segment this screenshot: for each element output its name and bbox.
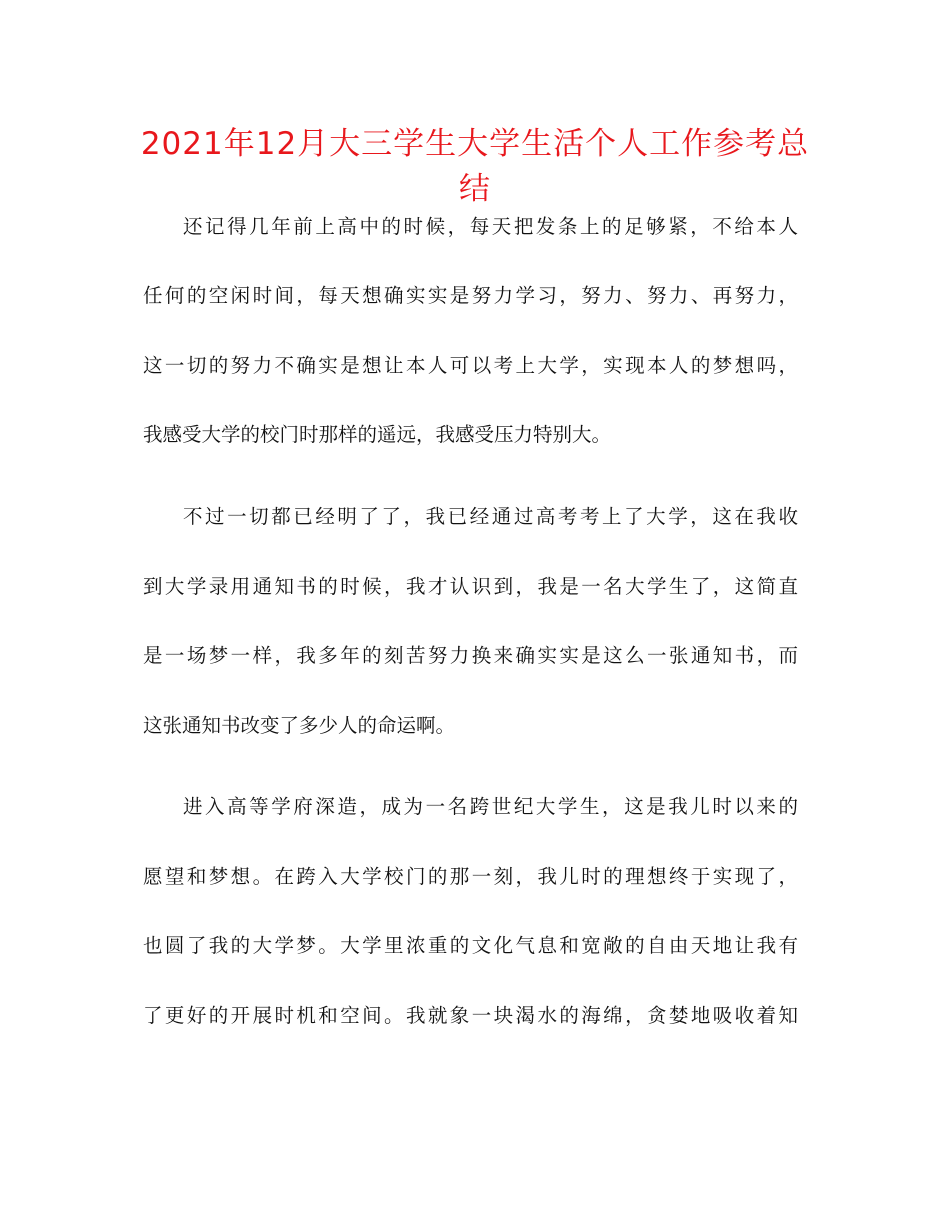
paragraph-1-line-1: 还记得几年前上高中的时候，每天把发条上的足够紧，不给本人: [183, 215, 798, 238]
paragraph-2-line-2: 到大学录用通知书的时候，我才认识到，我是一名大学生了，这简直: [143, 575, 798, 598]
document-title: 2021年12月大三学生大学生活个人工作参考总结: [140, 126, 810, 207]
paragraph-3-line-3: 也圆了我的大学梦。大学里浓重的文化气息和宽敞的自由天地让我有: [143, 934, 798, 957]
paragraph-3-line-4: 了更好的开展时机和空间。我就象一块渴水的海绵，贪婪地吸收着知: [143, 1004, 798, 1027]
paragraph-2-line-4: 这张通知书改变了多少人的命运啊。: [143, 714, 456, 737]
paragraph-2-line-3: 是一场梦一样，我多年的刻苦努力换来确实实是这么一张通知书，而: [143, 644, 798, 667]
paragraph-2-line-1: 不过一切都已经明了了，我已经通过高考考上了大学，这在我收: [183, 505, 798, 528]
paragraph-3-line-2: 愿望和梦想。在跨入大学校门的那一刻，我儿时的理想终于实现了，: [143, 865, 798, 888]
paragraph-1-line-4: 我感受大学的校门时那样的遥远，我感受压力特别大。: [143, 423, 612, 446]
paragraph-1-line-3: 这一切的努力不确实是想让本人可以考上大学，实现本人的梦想吗，: [143, 354, 798, 377]
paragraph-1-line-2: 任何的空闲时间，每天想确实实是努力学习，努力、努力、再努力，: [143, 284, 798, 307]
paragraph-3-line-1: 进入高等学府深造，成为一名跨世纪大学生，这是我儿时以来的: [183, 795, 798, 818]
